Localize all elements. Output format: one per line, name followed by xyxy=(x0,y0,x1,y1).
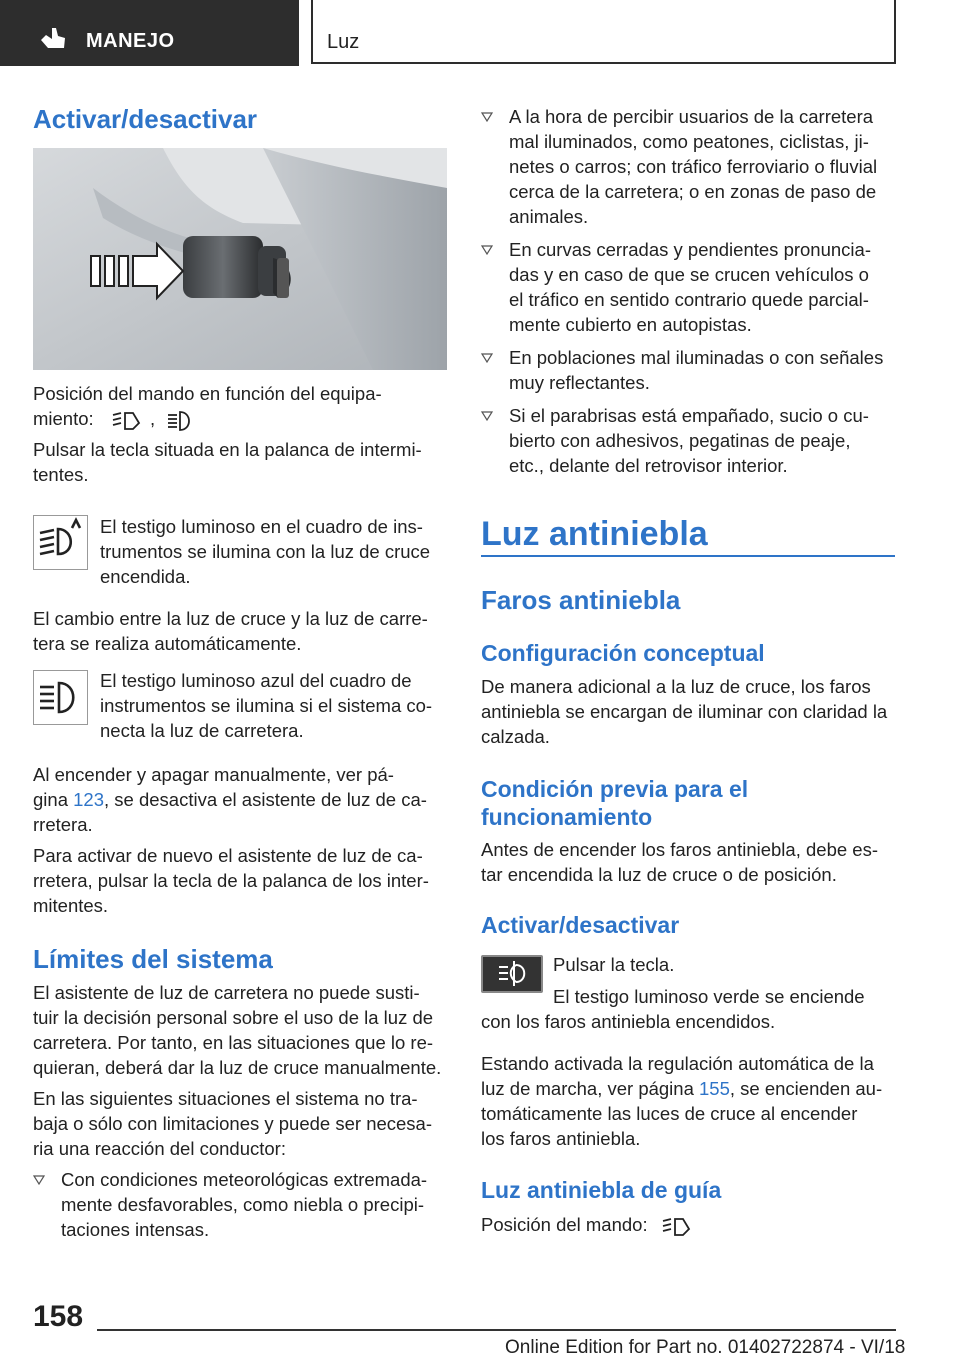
guide-fog-text: Posición del mando: xyxy=(481,1212,691,1237)
concept-text: De manera adicional a la luz de cruce, los faros antiniebla se encargan de iluminar con claridad la calzada. xyxy=(481,676,888,747)
section-label: MANEJO xyxy=(86,30,175,52)
situations-bullet-list xyxy=(481,104,895,478)
list-item: En poblaciones mal iluminadas o con señales muy reflectantes. xyxy=(481,345,895,395)
list-item: Si el parabrisas está empañado, sucio o cu- bierto con adhesivos, pegatinas de peaje, etc., delante del retrovisor interior. xyxy=(481,403,895,478)
heading-rule xyxy=(481,555,895,557)
concept-title: Configuración conceptual xyxy=(481,640,765,666)
position-text: Posición del mando en función del equipa- xyxy=(33,383,382,404)
auto-high-beam-lever-icon xyxy=(111,409,141,431)
green-light-text: El testigo luminoso verde se enciende xyxy=(553,986,865,1007)
lever-illustration xyxy=(33,148,447,370)
bullet-triangle-icon xyxy=(33,1175,45,1185)
switch-text: El cambio entre la luz de cruce y la luz de carre- tera se realiza automáticamente. xyxy=(33,608,428,654)
bullet-triangle-icon xyxy=(481,245,493,255)
page-number: 158 xyxy=(33,1300,84,1333)
auto-high-beam-lever-icon xyxy=(661,1215,691,1237)
press-button-text: Pulsar la tecla. xyxy=(553,954,675,975)
edition-text: Online Edition for Part no. 01402722874 - VI/18 xyxy=(505,1337,906,1358)
indicator1-text: El testigo luminoso en el cuadro de ins- trumentos se ilumina con la luz de cruce encendida. xyxy=(100,516,431,587)
precondition-title: Condición previa para el funcionamiento xyxy=(481,776,749,830)
situations-text: En las siguientes situaciones el sistema no tra- baja o sólo con limitaciones y puede ser necesa- ria una reacción del conductor: xyxy=(33,1088,433,1159)
list-item: En curvas cerradas y pendientes pronuncia- das y en caso de que se crucen vehículos o el tráfico en sentido contrario quede parcial- mente cubierto en autopistas. xyxy=(481,237,895,337)
section-tab xyxy=(0,0,299,66)
page-link-123[interactable]: 123 xyxy=(73,789,104,810)
fog-lights-title: Faros antiniebla xyxy=(481,585,681,615)
page-header xyxy=(0,0,960,66)
limits-bullet-list xyxy=(33,1167,447,1242)
chapter-box xyxy=(311,0,896,64)
precondition-text: Antes de encender los faros antiniebla, debe es- tar encendida la luz de cruce o de posición. xyxy=(481,839,878,885)
guide-fog-title: Luz antiniebla de guía xyxy=(481,1177,722,1203)
section-title: Activar/desactivar xyxy=(33,104,258,134)
reactivate-text: Para activar de nuevo el asistente de luz de ca- rretera, pulsar la tecla de la palanca de los inter- mitentes. xyxy=(33,845,429,916)
chapter-label: Luz xyxy=(327,31,360,53)
green-light-text-cont: con los faros antiniebla encendidos. xyxy=(481,1011,776,1032)
position-label: miento: xyxy=(33,408,94,429)
steering-hand-icon xyxy=(38,26,68,52)
high-beam-lever-icon xyxy=(166,409,196,431)
list-item: A la hora de percibir usuarios de la carretera mal iluminados, como peatones, ciclistas, ji- netes o carros; con tráfico ferroviario o fluvial cerca de la carretera; o en zonas de paso de animales. xyxy=(481,104,895,229)
footer-rule xyxy=(97,1329,896,1331)
fog-activate-title: Activar/desactivar xyxy=(481,912,680,938)
bullet-triangle-icon xyxy=(481,112,493,122)
limits-text: El asistente de luz de carretera no puede susti- tuir la decisión personal sobre el uso de la luz de carretera. Por tanto, en las situaciones que lo re- quieran, deberá dar la luz de cruce manualmente. xyxy=(33,982,442,1078)
page-link-155[interactable]: 155 xyxy=(699,1078,730,1099)
list-item: Con condiciones meteorológicas extremada- mente desfavorables, como niebla o precipi- taciones intensas. xyxy=(33,1167,447,1242)
manual-text: Al encender y apagar manualmente, ver pá- gina 123, se desactiva el asistente de luz de ca- rretera. xyxy=(33,764,427,835)
bullet-triangle-icon xyxy=(481,353,493,363)
indicator2-text: El testigo luminoso azul del cuadro de instrumentos se ilumina si el sistema co- necta la luz de carretera. xyxy=(100,670,433,741)
bullet-triangle-icon xyxy=(481,411,493,421)
icon-separator: , xyxy=(149,408,156,429)
auto-regulation-text: Estando activada la regulación automática de la luz de marcha, ver página 155, se encienden au- tomáticamente las luces de cruce al encender los faros antiniebla. xyxy=(481,1053,883,1149)
position-text-cont xyxy=(33,406,447,431)
chapter-heading: Luz antiniebla xyxy=(481,515,708,553)
limits-title: Límites del sistema xyxy=(33,944,273,974)
auto-high-beam-indicator-icon xyxy=(33,515,88,570)
lever-photo xyxy=(33,148,447,370)
high-beam-indicator-icon xyxy=(33,670,88,725)
press-key-text: Pulsar la tecla situada en la palanca de intermi- tentes. xyxy=(33,439,422,486)
fog-light-button-icon xyxy=(481,955,543,993)
